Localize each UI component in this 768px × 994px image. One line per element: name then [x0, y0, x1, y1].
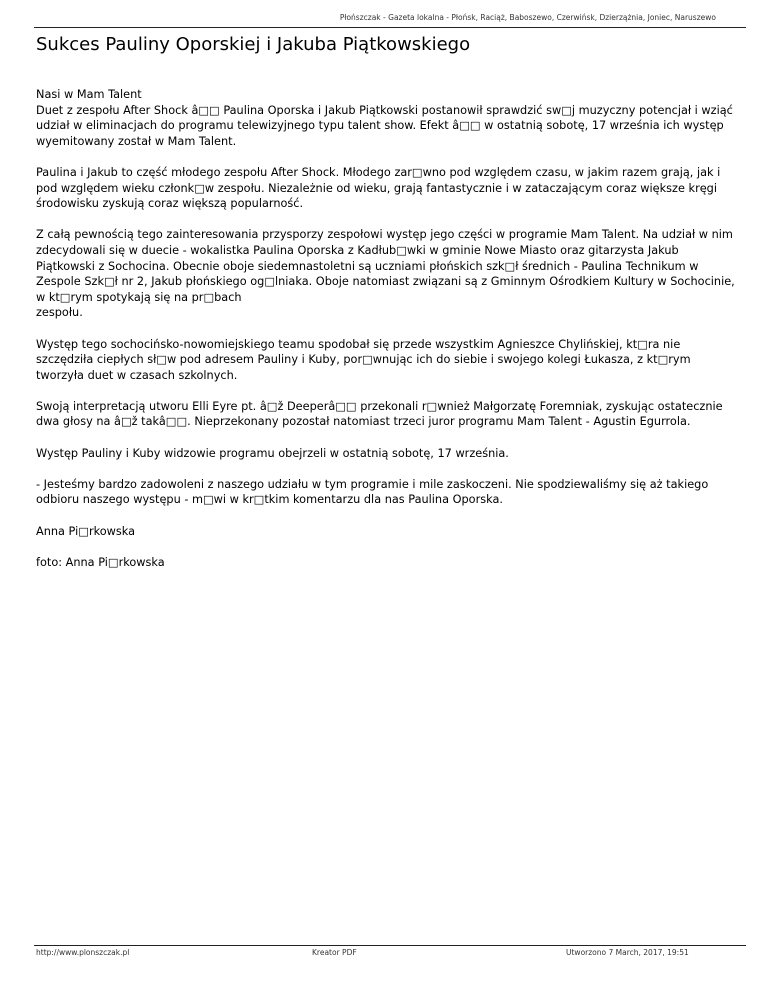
page-header-source: Płońszczak - Gazeta lokalna - Płońsk, Raciąż, Baboszewo, Czerwińsk, Dzierzążnia, Joniec, Naruszewo [339, 13, 716, 22]
footer-divider [34, 945, 746, 946]
article-paragraph: Nasi w Mam Talent Duet z zespołu After Shock â□□ Paulina Oporska i Jakub Piątkowski postanowił sprawdzić sw□j muzyczny potencjał i wziąć udział w eliminacjach do programu telewizyjnego typu talent show. Efekt â□□ w ostatnią sobotę, 17 września ich występ wyemitowany został w Mam Talent. [36, 88, 733, 148]
article-title: Sukces Pauliny Oporskiej i Jakuba Piątkowskiego [36, 34, 471, 55]
article-author: Anna Pi□rkowska [36, 524, 136, 538]
article-paragraph: - Jesteśmy bardzo zadowoleni z naszego udziału w tym programie i mile zaskoczeni. Nie spodziewaliśmy się aż takiego odbioru naszego występu - m□wi w kr□tkim komentarzu dla nas Paulina Oporska. [36, 477, 709, 507]
photo-credit: foto: Anna Pi□rkowska [36, 555, 165, 569]
article-body [36, 87, 736, 586]
footer-created-date: Utworzono 7 March, 2017, 19:51 [566, 948, 689, 957]
header-divider [34, 27, 746, 28]
footer-url[interactable]: http://www.plonszczak.pl [36, 948, 130, 957]
article-paragraph: Paulina i Jakub to część młodego zespołu After Shock. Młodego zar□wno pod względem czasu, w jakim razem grają, jak i pod względem wieku członk□w zespołu. Niezależnie od wieku, grają fantastycznie i w zataczającym coraz większe kręgi środowisku zyskują coraz większą popularność. [36, 165, 721, 211]
footer-generator: Kreator PDF [312, 948, 357, 957]
article-paragraph: Z całą pewnością tego zainteresowania przysporzy zespołowi występ jego części w programie Mam Talent. Na udział w nim zdecydowali się w duecie - wokalistka Paulina Oporska z Kadłub□wki w gminie Nowe Miasto oraz gitarzysta Jakub Piątkowski z Sochocina. Obecnie oboje siedemnastoletni są uczniami płońskich szk□ł średnich - Paulina Technikum w Zespole Szk□ł nr 2, Jakub płońskiego og□lniaka. Oboje natomiast związani są z Gminnym Ośrodkiem Kultury w Sochocinie, w kt□rym spotykają się na pr□bach zespołu. [36, 228, 735, 320]
article-paragraph: Występ Pauliny i Kuby widzowie programu obejrzeli w ostatnią sobotę, 17 września. [36, 446, 509, 460]
article-paragraph: Występ tego sochocińsko-nowomiejskiego teamu spodobał się przede wszystkim Agnieszce Chylińskiej, kt□ra nie szczędziła ciepłych sł□w pod adresem Pauliny i Kuby, por□wnując ich do siebie i swojego kolegi Łukasza, z kt□rym tworzyła duet w czasach szkolnych. [36, 337, 691, 382]
article-paragraph: Swoją interpretacją utworu Elli Eyre pt. â□ž Deeperâ□□ przekonali r□wnież Małgorzatę Foremniak, zyskując ostatecznie dwa głosy na â□ž takâ□□. Nieprzekonany pozostał natomiast trzeci juror programu Mam Talent - Agustin Egurrola. [36, 399, 723, 429]
